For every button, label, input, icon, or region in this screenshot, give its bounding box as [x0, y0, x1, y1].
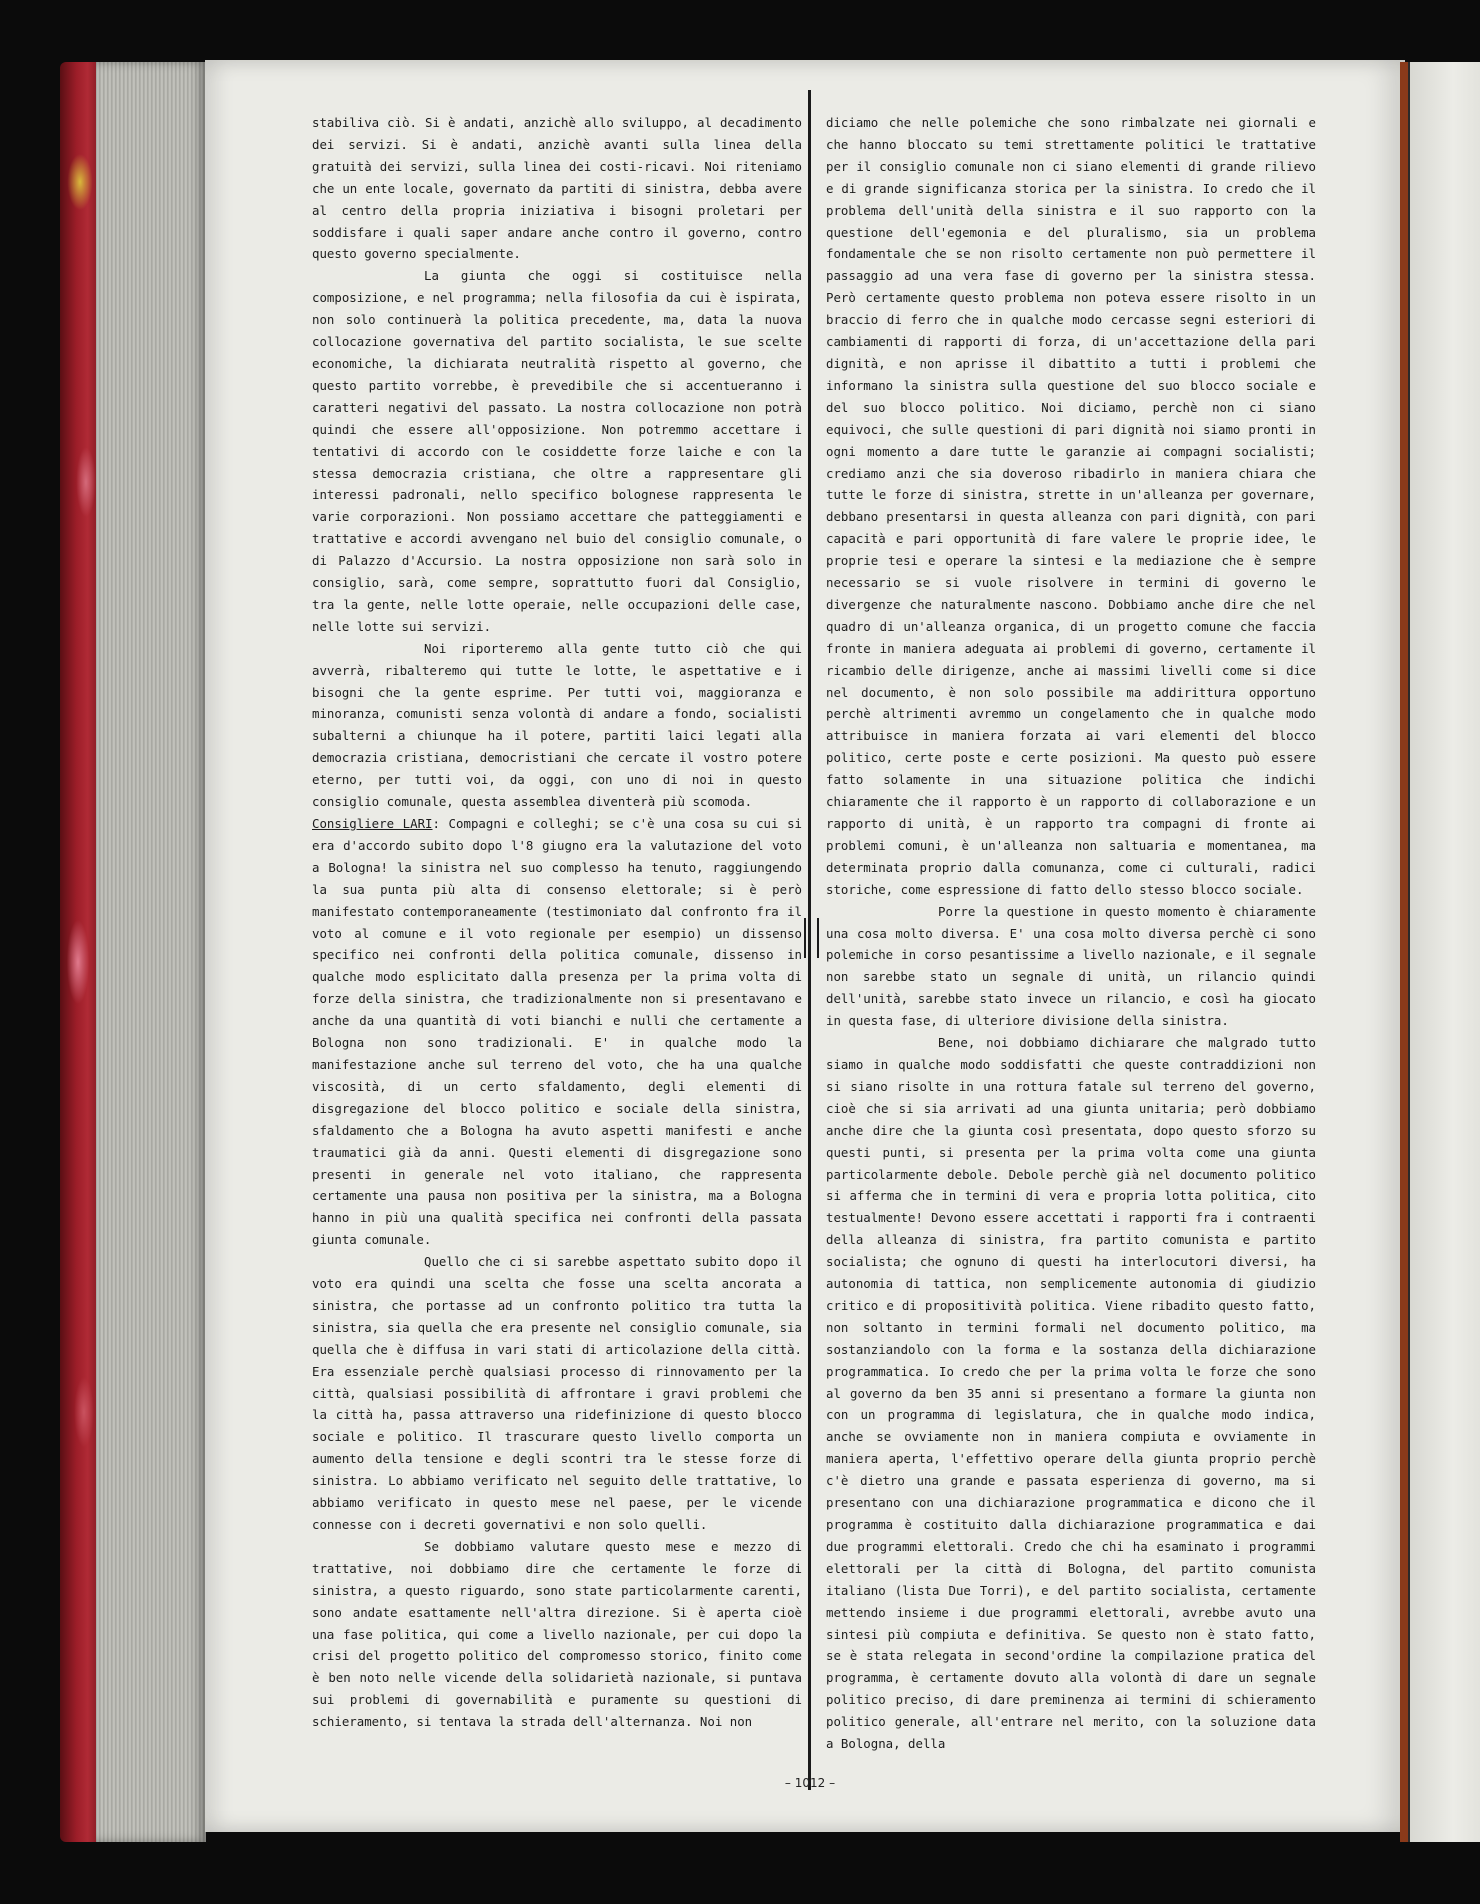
paragraph: Se dobbiamo valutare questo mese e mezzo di trattative, noi dobbiamo dire che certamente le forze di sinistra, a questo riguardo, sono state particolarmente carenti, sono andate esattamente nell'altra direzione. Si è aperta cioè una fase politica, qui come a livello nazionale, per cui dopo la crisi del progetto politico del compromesso storico, finito come è ben noto nelle vicende della solidarietà nazionale, si puntava sui problemi di governabilità e puramente su questioni di schieramento, si tentava la strada dell'alternanza. Noi non	[312, 1538, 802, 1730]
paragraph: Porre la questione in questo momento è chiaramente una cosa molto diversa. E' una cosa molto diversa perchè ci sono polemiche in corso pesantissime a livello nazionale, e il segnale non sarebbe stato un segnale di unità, un rilancio quindi dell'unità, sarebbe stato invece un rilancio, e così ha giocato in questa fase, di ulteriore divisione della sinistra.	[826, 903, 1316, 1029]
divider-mark	[804, 918, 819, 958]
paragraph: Quello che ci si sarebbe aspettato subito dopo il voto era quindi una scelta che fosse una scelta ancorata a sinistra, che portasse ad un confronto politico tra tutta la sinistra, sia quella che era presente nel consiglio comunale, sia quella che è diffusa in vari stati di articolazione della città. Era essenziale perchè qualsiasi processo di rinnovamento per la città, qualsiasi possibilità di affrontare i gravi problemi che la città ha, passa attraverso una ridefinizione di questo blocco sociale e politico. Il trascurare questo livello comporta un aumento della tensione e degli scontri tra le stesse forze di sinistra. Lo abbiamo verificato nel seguito delle trattative, lo abbiamo verificato in questo mese nel paese, per le vicende connesse con i decreti governativi e non solo quelli.	[312, 1254, 802, 1532]
paragraph: Noi riporteremo alla gente tutto ciò che qui avverrà, ribalteremo qui tutte le lotte, le aspettative e i bisogni che la gente esprime. Per tutti voi, maggioranza e minoranza, comunisti senza volontà di andare a fondo, socialisti subalterni a chiunque ha il potere, partiti laici legati alla democrazia cristiana, democristiani che cercate il vostro potere eterno, per tutti voi, da oggi, con uno di noi in questo consiglio comunale, questa assemblea diventerà più scomoda.	[312, 640, 802, 810]
speech-text: : Compagni e colleghi; se c'è una cosa su cui si era d'accordo subito dopo l'8 giugno era la valutazione del voto a Bologna! la sinistra nel suo complesso ha tenuto, raggiungendo la sua punta più alta di consenso elettorale; si è però manifestato contemporaneamente (testimoniato dal confronto fra il voto al comune e il voto regionale per esempio) un dissenso specifico nei confronti della politica comunale, dissenso in qualche modo esplicitato dalla presenza per la prima volta di forze della sinistra, che tradizionalmente non si presentavano e anche da una quantità di voti bianchi e nulli che certamente a Bologna non sono tradizionali. E' in qualche modo la manifestazione anche sul terreno del voto, che ha una qualche viscosità, di un certo sfaldamento, degli elementi di disgregazione del blocco politico e sociale della sinistra, sfaldamento che a Bologna ha avuto aspetti manifesti e anche traumatici già da anni. Questi elementi di disgregazione sono presenti in generale nel voto italiano, che rappresenta certamente una pausa non positiva per la sinistra, ma a Bologna hanno in più una qualità specifica nei confronti della passata giunta comunale.	[312, 816, 802, 1248]
paragraph: La giunta che oggi si costituisce nella composizione, e nel programma; nella filosofia da cui è ispirata, non solo continuerà la politica precedente, ma, data la nuova collocazione governativa del partito socialista, le sue scelte economiche, la dichiarata neutralità rispetto al governo, che questo partito vorrebbe, è prevedibile che si accentueranno i caratteri negativi del passato. La nostra collocazione non potrà quindi che essere all'opposizione. Non potremmo accettare i tentativi di accordo con le cosiddette forze laiche e con la stessa democrazia cristiana, che oltre a rappresentare gli interessi padronali, nello specifico bolognese rappresenta le varie corporazioni. Non possiamo accettare che patteggiamenti e trattative e accordi avvengano nel buio del consiglio comunale, o di Palazzo d'Accursio. La nostra opposizione non sarà solo in consiglio, sarà, come sempre, soprattutto fuori dal Consiglio, tra la gente, nelle lotte operaie, nelle occupazioni delle case, nelle lotte sui servizi.	[312, 268, 802, 634]
page-stack-edges	[96, 62, 206, 1842]
paragraph: Bene, noi dobbiamo dichiarare che malgrado tutto siamo in qualche modo soddisfatti che queste contraddizioni non si siano risolte in una rottura fatale sul terreno del governo, cioè che si sia arrivati ad una giunta unitaria; però dobbiamo anche dire che la giunta così presentata, dopo questo sforzo su questi punti, si presenta per la prima volta come una giunta particolarmente debole. Debole perchè già nel documento politico si afferma che in termini di vera e propria lotta politica, cito testualmente! Devono essere accettati i rapporti fra i contraenti della alleanza di sinistra, fra partito comunista e partito socialista; che ognuno di questi ha interlocutori diversi, ha autonomia di tattica, non semplicemente autonomia di giudizio critico e di propositività politica. Viene ribadito questo fatto, non soltanto in termini formali nel documento politico, ma sostanziandolo con la forma e la sostanza della dichiarazione programmatica. Io credo che per la prima volta le forze che sono al governo da ben 35 anni si presentano a formare la giunta non con un programma di legislatura, che in qualche modo indica, anche se ovviamente non in maniera compiuta e ovviamente in maniera aperta, l'effettivo operare della giunta proprio perchè c'è dietro una grande e passata esperienza di governo, ma si presentano con una dichiarazione programmatica e dicono che il programma è costituito dalla dichiarazione programmatica e dai due programmi elettorali. Credo che chi ha esaminato i programmi elettorali per la città di Bologna, del partito comunista italiano (lista Due Torri), e del partito socialista, certamente mettendo insieme i due programmi elettorali, avrebbe avuto una sintesi più compiuta e definitiva. Se questo non è stato fatto, se è stata relegata in second'ordine la compilazione pratica del programma, è certamente dovuto alla volontà di dare un segnale politico preciso, di dare preminenza ai termini di schieramento politico generale, all'entrare nel merito, con la soluzione data a Bologna, della	[826, 1035, 1316, 1752]
left-text-column	[312, 112, 802, 1733]
paragraph: diciamo che nelle polemiche che sono rimbalzate nei giornali e che hanno bloccato su temi strettamente politici le trattative per il consiglio comunale non ci siano elementi di grande rilievo e di grande significanza storica per la sinistra. Io credo che il problema dell'unità della sinistra e il suo rapporto con la questione dell'egemonia e del pluralismo, sia un problema fondamentale che se non risolto certamente non può permettere il passaggio ad una vera fase di governo per la sinistra stessa. Però certamente questo problema non poteva essere risolto in un braccio di ferro che in qualche modo cercasse segni esteriori di cambiamenti di rapporti di forza, di un'accettazione della pari dignità, e non aprisse il dibattito a tutti i problemi che informano la sinistra sulla questione del suo blocco sociale e del suo blocco politico. Noi diciamo, perchè non ci siano equivoci, che sulle questioni di pari dignità noi siamo pronti in ogni momento a dare tutte le garanzie ai compagni socialisti; crediamo anzi che sia doveroso ribadirlo in maniera chiara che tutte le forze di sinistra, strette in un'alleanza per governare, debbano presentarsi in questa alleanza con pari dignità, con pari capacità e pari opportunità di fare valere le proprie idee, le proprie tesi e operare la sintesi e la mediazione che è sempre necessario se si vuole risolvere in termini di governo le divergenze che naturalmente nascono. Dobbiamo anche dire che nel quadro di un'alleanza organica, di un progetto comune che faccia fronte in maniera adeguata ai problemi di governo, certamente il ricambio delle dirigenze, anche ai massimi livelli come si dice nel documento, è non solo possibile ma addirittura opportuno perchè altrimenti avremmo un congelamento che in qualche modo attribuisce in maniera forzata ai vari elementi del blocco politico, certe poste e certe posizioni. Ma questo può essere fatto solamente in una situazione politica che indichi chiaramente che il rapporto è un rapporto di collaborazione e un rapporto di unità, è un rapporto tra compagni di fronte ai problemi comuni, è un'alleanza non saltuaria e momentanea, ma determinata proprio dalla comunanza, come ci culturali, radici storiche, come espressione di fatto dello stesso blocco sociale.	[826, 115, 1316, 897]
speaker-name: Consigliere LARI	[312, 816, 433, 831]
paragraph: stabiliva ciò. Si è andati, anzichè allo sviluppo, al decadimento dei servizi. Si è andati, anzichè avanti sulla linea della gratuità dei servizi, sulla linea dei costi-ricavi. Noi riteniamo che un ente locale, governato da partiti di sinistra, debba avere al centro della propria iniziativa i bisogni proletari per soddisfare i quali saper andare anche contro il governo, contro questo governo specialmente.	[312, 115, 802, 262]
page-number: – 1012 –	[784, 1776, 836, 1790]
speaker-paragraph	[312, 813, 802, 1251]
facing-page-edge	[1408, 62, 1480, 1842]
right-text-column	[826, 112, 1316, 1755]
